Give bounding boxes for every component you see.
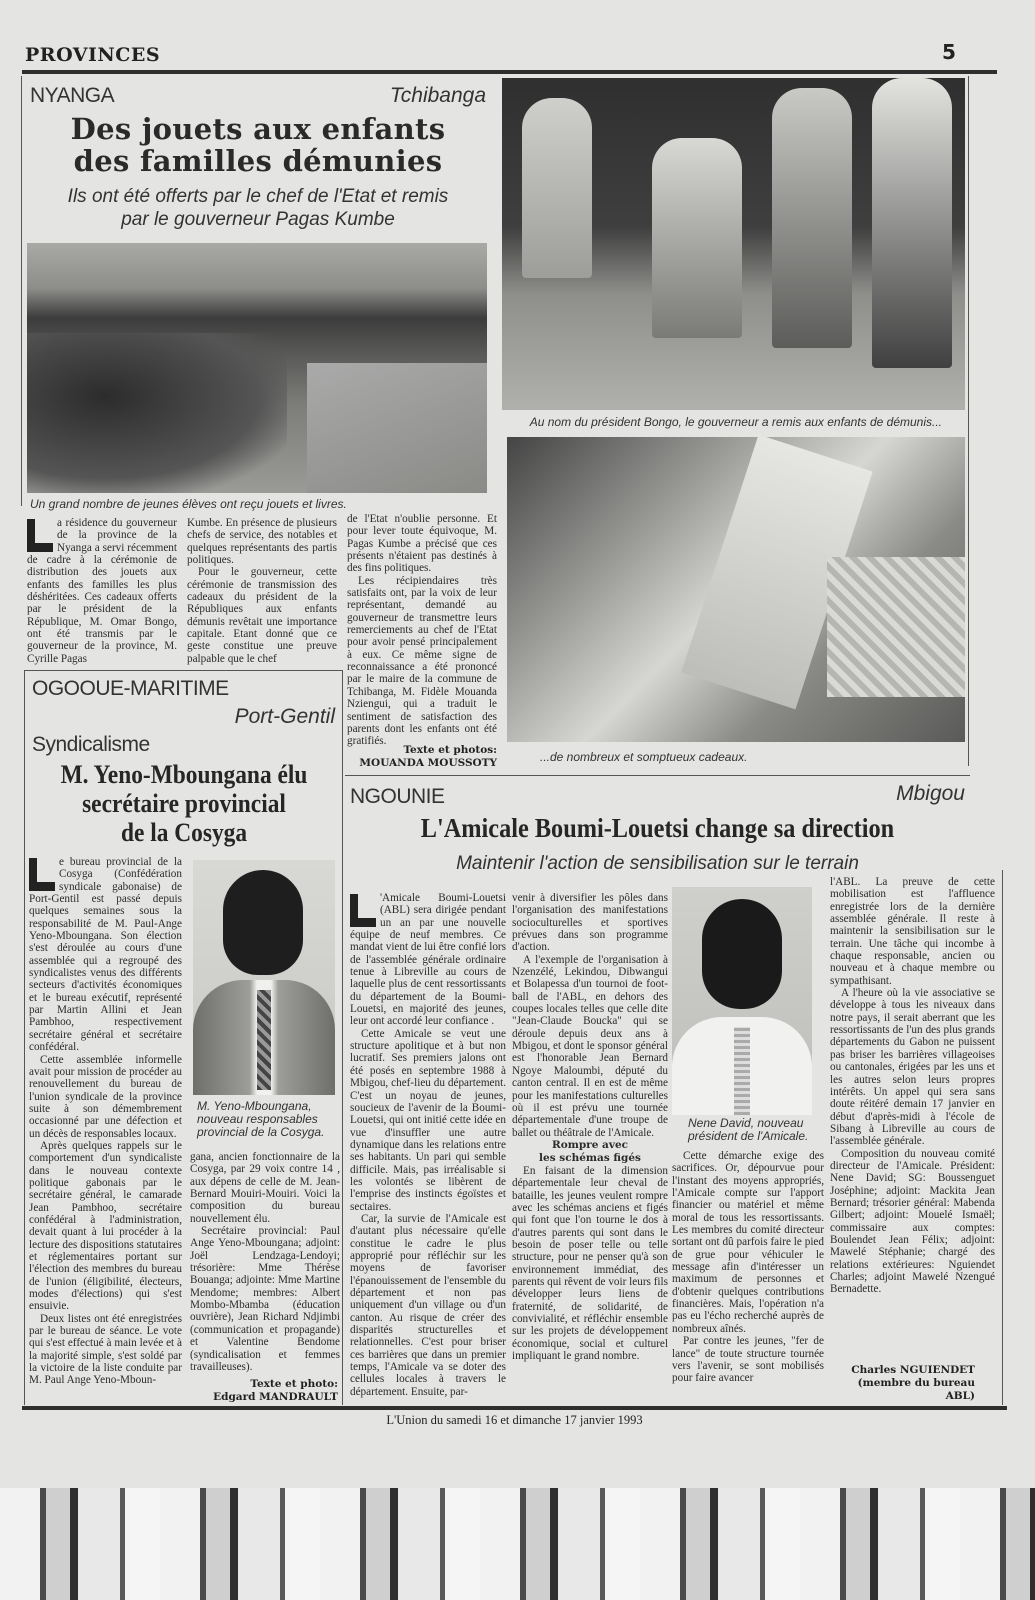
headline-line: secrétaire provincial xyxy=(82,789,286,818)
header-rule xyxy=(22,70,997,74)
paragraph: Deux listes ont été enregistrées par le bureau de séance. Le vote qui s'est effectué à main levée et à la majorité simple, s'est soldé par la victoire de la liste conduite par M. Paul Ange Yeno-Mboun- xyxy=(29,1312,182,1387)
headline-line: M. Yeno-Mboungana élu xyxy=(60,760,308,789)
article-column xyxy=(512,892,668,1362)
byline-label: Texte et photos: xyxy=(403,744,497,756)
drop-cap xyxy=(29,858,55,891)
paragraph: e bureau provincial de la Cosyga (Confédération syndicale gabonaise) de Port-Gentil est passé depuis quelques semaines sous la responsabilité de M. Paul-Ange Yeno-Mboungana. Son élection s'est déroulée au cours d'une assemblée qui a regroupé des syndicalistes venus des différents secteurs d'activités économiques et le bureau exécutif, représenté par Martin Allini et Jean Pambhoo, respectivement secrétaire général et secrétaire confédéral. xyxy=(29,856,182,1054)
headline xyxy=(28,113,488,177)
photo-caption: Au nom du président Bongo, le gouverneur a remis aux enfants de démunis... xyxy=(529,415,942,429)
byline-role: (membre du bureau ABL) xyxy=(857,1377,975,1402)
photo-caption: M. Yeno-Mboungana, nouveau responsables provincial de la Cosyga. xyxy=(197,1099,325,1139)
paragraph: venir à diversifier les pôles dans l'organisation des manifestations socioculturelles et sportives prévues dans son programme d'action. xyxy=(512,892,668,954)
paragraph: A l'heure où la vie associative se développe à tous les niveaux dans notre pays, il serait aberrant que les ressortissants de l'un des plus grands départements du Gabon ne puissent pas briser les barrières villageoises ou cantonales, érigées par les uns et les autres selon leurs propres intérêts. Un appel qui sera sans doute réitéré demain 17 janvier en début d'après-midi à l'école de Sibang à Libreville au cours de l'assemblée générale. xyxy=(830,987,995,1148)
subheading-line: Rompre avec xyxy=(551,1138,629,1151)
region-label: NGOUNIE xyxy=(350,785,445,808)
headline-line: Des jouets aux enfants xyxy=(70,112,446,146)
paragraph: A l'exemple de l'organisation à Nzenzélé, Lekindou, Dibwangui et Bolapessa d'un tournoi de foot-ball de l'ABL, en dehors des coupes locales telles que celle dite "Jean-Claude Boucka" qui se déroule depuis deux ans à Mbigou, et dont le sponsor général est l'honorable Jean Bernard Ngoye Maloumbi, député du canton central. Il en est de même pour les manifestations culturelles où il est prévu une tournée départementale d'une troupe de ballet ou théâtrale de l'Amicale. xyxy=(512,953,668,1139)
paragraph: En faisant de la dimension départementale leur cheval de bataille, les jeunes veulent rompre avec les schémas anciens et figés qui font que l'on tourne le dos à d'autres parents qui sont dans le besoin de poser telle ou telle structure, pour ne penser qu'à son environnement immédiat, des parents qui rêvent de voir leurs fils développer leurs liens de fraternité, de solidarité, de convivialité, et réfléchir ensemble sur les projets de développement économique, social et culturel impliquant le grand nombre. xyxy=(512,1164,668,1363)
article-column xyxy=(672,1150,824,1385)
headline xyxy=(44,760,325,847)
paragraph: 'Amicale Boumi-Louetsi (ABL) sera dirigée pendant un an par une nouvelle équipe de neuf membres. Ce mandat vient de lui être confié lors de l'assemblée générale ordinaire tenue à Libreville au cours de laquelle plus de cent ressortissants du département de la Boumi-Louetsi, en majorité des jeunes, leur ont accordé leur confiance . xyxy=(350,892,506,1028)
paragraph: Cette Amicale se veut une structure apolitique et à but non lucratif. Ses premiers jalons ont été posés en septembre 1988 à Mbigou, chef-lieu du département. C'est un noyau de jeunes, soucieux de l'avenir de la Boumi-Louetsi, qui ont initié cette idée en vue d'insuffler une autre dynamique dans les relations entre ses habitants. Un pari qui semble difficile. Mais, pas irréalisable si les volontés se libèrent de l'emprise des instincts égoïstes et sectaires. xyxy=(350,1027,506,1213)
paragraph: l'ABL. La preuve de cette mobilisation est l'affluence enregistrée lors de la dernière assemblée générale. Il reste à maintenir la sensibilisation sur le terrain. Une tâche qui incombe à chaque responsable, ancien ou nouveau et à chaque membre ou sympathisant. xyxy=(830,876,995,987)
article-column xyxy=(187,517,337,665)
subtitle-line: Ils ont été offerts par le chef de l'Etat et remis xyxy=(67,186,449,207)
article-column xyxy=(830,876,995,1296)
paragraph: Cette assemblée informelle avait pour mission de procéder au renouvellement du bureau de l'union syndicale de la province suite à son démembrement occasionné par une défection et un décès de responsables locaux. xyxy=(29,1053,182,1140)
byline xyxy=(190,1378,338,1404)
byline xyxy=(347,744,497,770)
region-label: NYANGA xyxy=(30,84,115,107)
page-number: 5 xyxy=(942,40,956,64)
photo-portrait xyxy=(672,887,812,1115)
footer-rule xyxy=(22,1406,1007,1410)
byline-author: Edgard MANDRAULT xyxy=(213,1391,338,1403)
drop-cap xyxy=(27,519,53,552)
paragraph: Secrétaire provincial: Paul Ange Yeno-Mboungana; adjoint: Joël Lendzaga-Lendoyi; trésorière: Mme Thérèse Bouanga; adjointe: Mme Martine Mendome; membres: Albert Mombo-Mbamba (éducation ouvrière), Jean Richard Ndjimbi (communication et propagande) et Valentine Bendome (syndicalisation et femmes travailleuses). xyxy=(190,1225,340,1373)
paragraph: Car, la survie de l'Amicale est d'autant plus nécessaire qu'elle constitue le cadre le plus approprié pour réfléchir sur les moyens de favoriser l'épanouissement de l'ensemble du département et non pas uniquement d'un village ou d'un canton. Au risque de créer des disparités structurelles et relationnelles. C'est pour briser ces barrières que dans un premier temps, l'Amicale va se doter des cellules locales à travers le département. Ensuite, par- xyxy=(350,1212,506,1398)
subtitle: Maintenir l'action de sensibilisation sur le terrain xyxy=(456,853,859,874)
subheading-line: les schémas figés xyxy=(539,1151,641,1164)
byline-author: Charles NGUIENDET xyxy=(851,1364,975,1376)
place-label: Port-Gentil xyxy=(234,705,335,728)
rubric-label: Syndicalisme xyxy=(32,733,150,756)
paragraph: Les récipiendaires très satisfaits ont, par la voix de leur représentant, demandé au gouverneur de transmettre leurs remerciements au chef de l'Etat pour avoir pensé principalement à eux. Ce même signe de reconnaissance a été prononcé par le maire de la commune de Tchibanga, M. Fidèle Mouanda Nziengui, qui a traduit le sentiment de satisfaction des parents dont les enfants ont été gratifiés. xyxy=(347,574,497,748)
paragraph: de l'Etat n'oublie personne. Et pour lever toute équivoque, M. Pagas Kumbe a précisé que ces présents n'étaient pas destinés à des fins politiques. xyxy=(347,513,497,575)
box-border xyxy=(24,670,25,1405)
box-border xyxy=(1002,870,1003,1405)
footer-dateline: L'Union du samedi 16 et dimanche 17 janvier 1993 xyxy=(386,1413,643,1427)
box-border xyxy=(21,76,22,506)
photo-crowd xyxy=(27,243,487,493)
region-label: OGOOUE-MARITIME xyxy=(32,677,229,700)
headline-line: des familles démunies xyxy=(73,144,443,178)
photo-caption: Nene David, nouveau président de l'Amicale. xyxy=(688,1116,809,1143)
section-rule xyxy=(345,775,970,776)
headline-line: de la Cosyga xyxy=(120,818,248,847)
article-column xyxy=(190,1151,340,1373)
paragraph: Kumbe. En présence de plusieurs chefs de service, des notables et quelques représentants des partis politiques. xyxy=(187,517,337,567)
paragraph: Composition du nouveau comité directeur de l'Amicale. Président: Nene David; SG: Boussenguet Joséphine; adjoint: Mackita Jean Bernard; trésorier général: Mabenda Gilbert; adjoint: Mouelé Ismaël; commissaire aux comptes: Boulendet Jean Félix; adjoint: Mawelé Stéphanie; chargé des relations extérieures: Nguiendet Charles; adjoint Mawelé Nzengué Bernadette. xyxy=(830,1147,995,1296)
byline-label: Texte et photo: xyxy=(250,1378,338,1390)
photo-caption: ...de nombreux et somptueux cadeaux. xyxy=(540,750,748,764)
box-border xyxy=(968,76,969,766)
byline-author: MOUANDA MOUSSOTY xyxy=(359,757,497,769)
section-title: PROVINCES xyxy=(25,44,161,66)
photo-caption: Un grand nombre de jeunes élèves ont reçu jouets et livres. xyxy=(30,497,347,511)
paragraph: Pour le gouverneur, cette cérémonie de transmission des cadeaux du président de la Républiques aux enfants démunis revêtait une importance capitale. Etant donné que ce geste constitue une preuve palpable que le chef xyxy=(187,566,337,665)
article-column xyxy=(27,517,177,665)
article-column xyxy=(350,892,506,1398)
headline: L'Amicale Boumi-Louetsi change sa direction xyxy=(420,813,895,843)
drop-cap xyxy=(350,894,376,927)
paragraph: Par contre les jeunes, "fer de lance" de toute structure tournée vers l'avenir, se sont mobilisés pour faire avancer xyxy=(672,1335,824,1385)
photo-portrait xyxy=(193,860,335,1095)
subheading xyxy=(512,1139,668,1165)
paragraph: Cette démarche exige des sacrifices. Or, dépourvue pour l'instant des moyens appropriés, l'Amicale compte sur l'apport financier ou matériel et même moral de tous les ressortissants. Les membres du comité directeur sortant ont dû parfois faire le pied de grue pour véhiculer le message afin d'intéresser un maximum de personnes et d'obtenir quelques contributions financières. Mais, l'opération n'a pas eu l'écho recherché auprès de nombreux aînés. xyxy=(672,1150,824,1335)
place-label: Mbigou xyxy=(896,782,965,805)
photo-ceremony xyxy=(502,78,965,410)
paragraph: gana, ancien fonctionnaire de la Cosyga, par 29 voix contre 14 , aux dépens de celle de M. Jean-Bernard Mouiri-Mouiri. Voici la composition du bureau nouvellement élu. xyxy=(190,1151,340,1225)
subtitle-line: par le gouverneur Pagas Kumbe xyxy=(121,209,395,230)
subtitle xyxy=(28,185,488,231)
scan-edge xyxy=(0,1488,1035,1600)
article-column xyxy=(29,856,182,1387)
box-border-top xyxy=(24,670,342,671)
byline xyxy=(830,1364,975,1403)
photo-gifts xyxy=(507,437,965,742)
paragraph: a résidence du gouverneur de la province de la Nyanga a servi récemment de cadre à la cérémonie de distribution des jouets aux enfants des familles les plus déshéritées. Ces cadeaux offerts par le président de la République, M. Omar Bongo, ont été transmis par le gouverneur de la province, M. Cyrille Pagas xyxy=(27,517,177,665)
place-label: Tchibanga xyxy=(389,84,486,107)
article-column xyxy=(347,513,497,748)
box-border xyxy=(342,670,343,1405)
paragraph: Après quelques rappels sur le comportement d'un syndicaliste dans le nouveau contexte politique gabonais par le secrétaire général, le camarade Jean Pambhoo, secrétaire confédéral à l'administration, devait quant à lui procéder à la lecture des dispositions statutaires et réglementaires portant sur l'élection des membres du bureau de l'union (éligibilité, électeurs, modes d'élections) qui s'est ensuivie. xyxy=(29,1139,182,1313)
